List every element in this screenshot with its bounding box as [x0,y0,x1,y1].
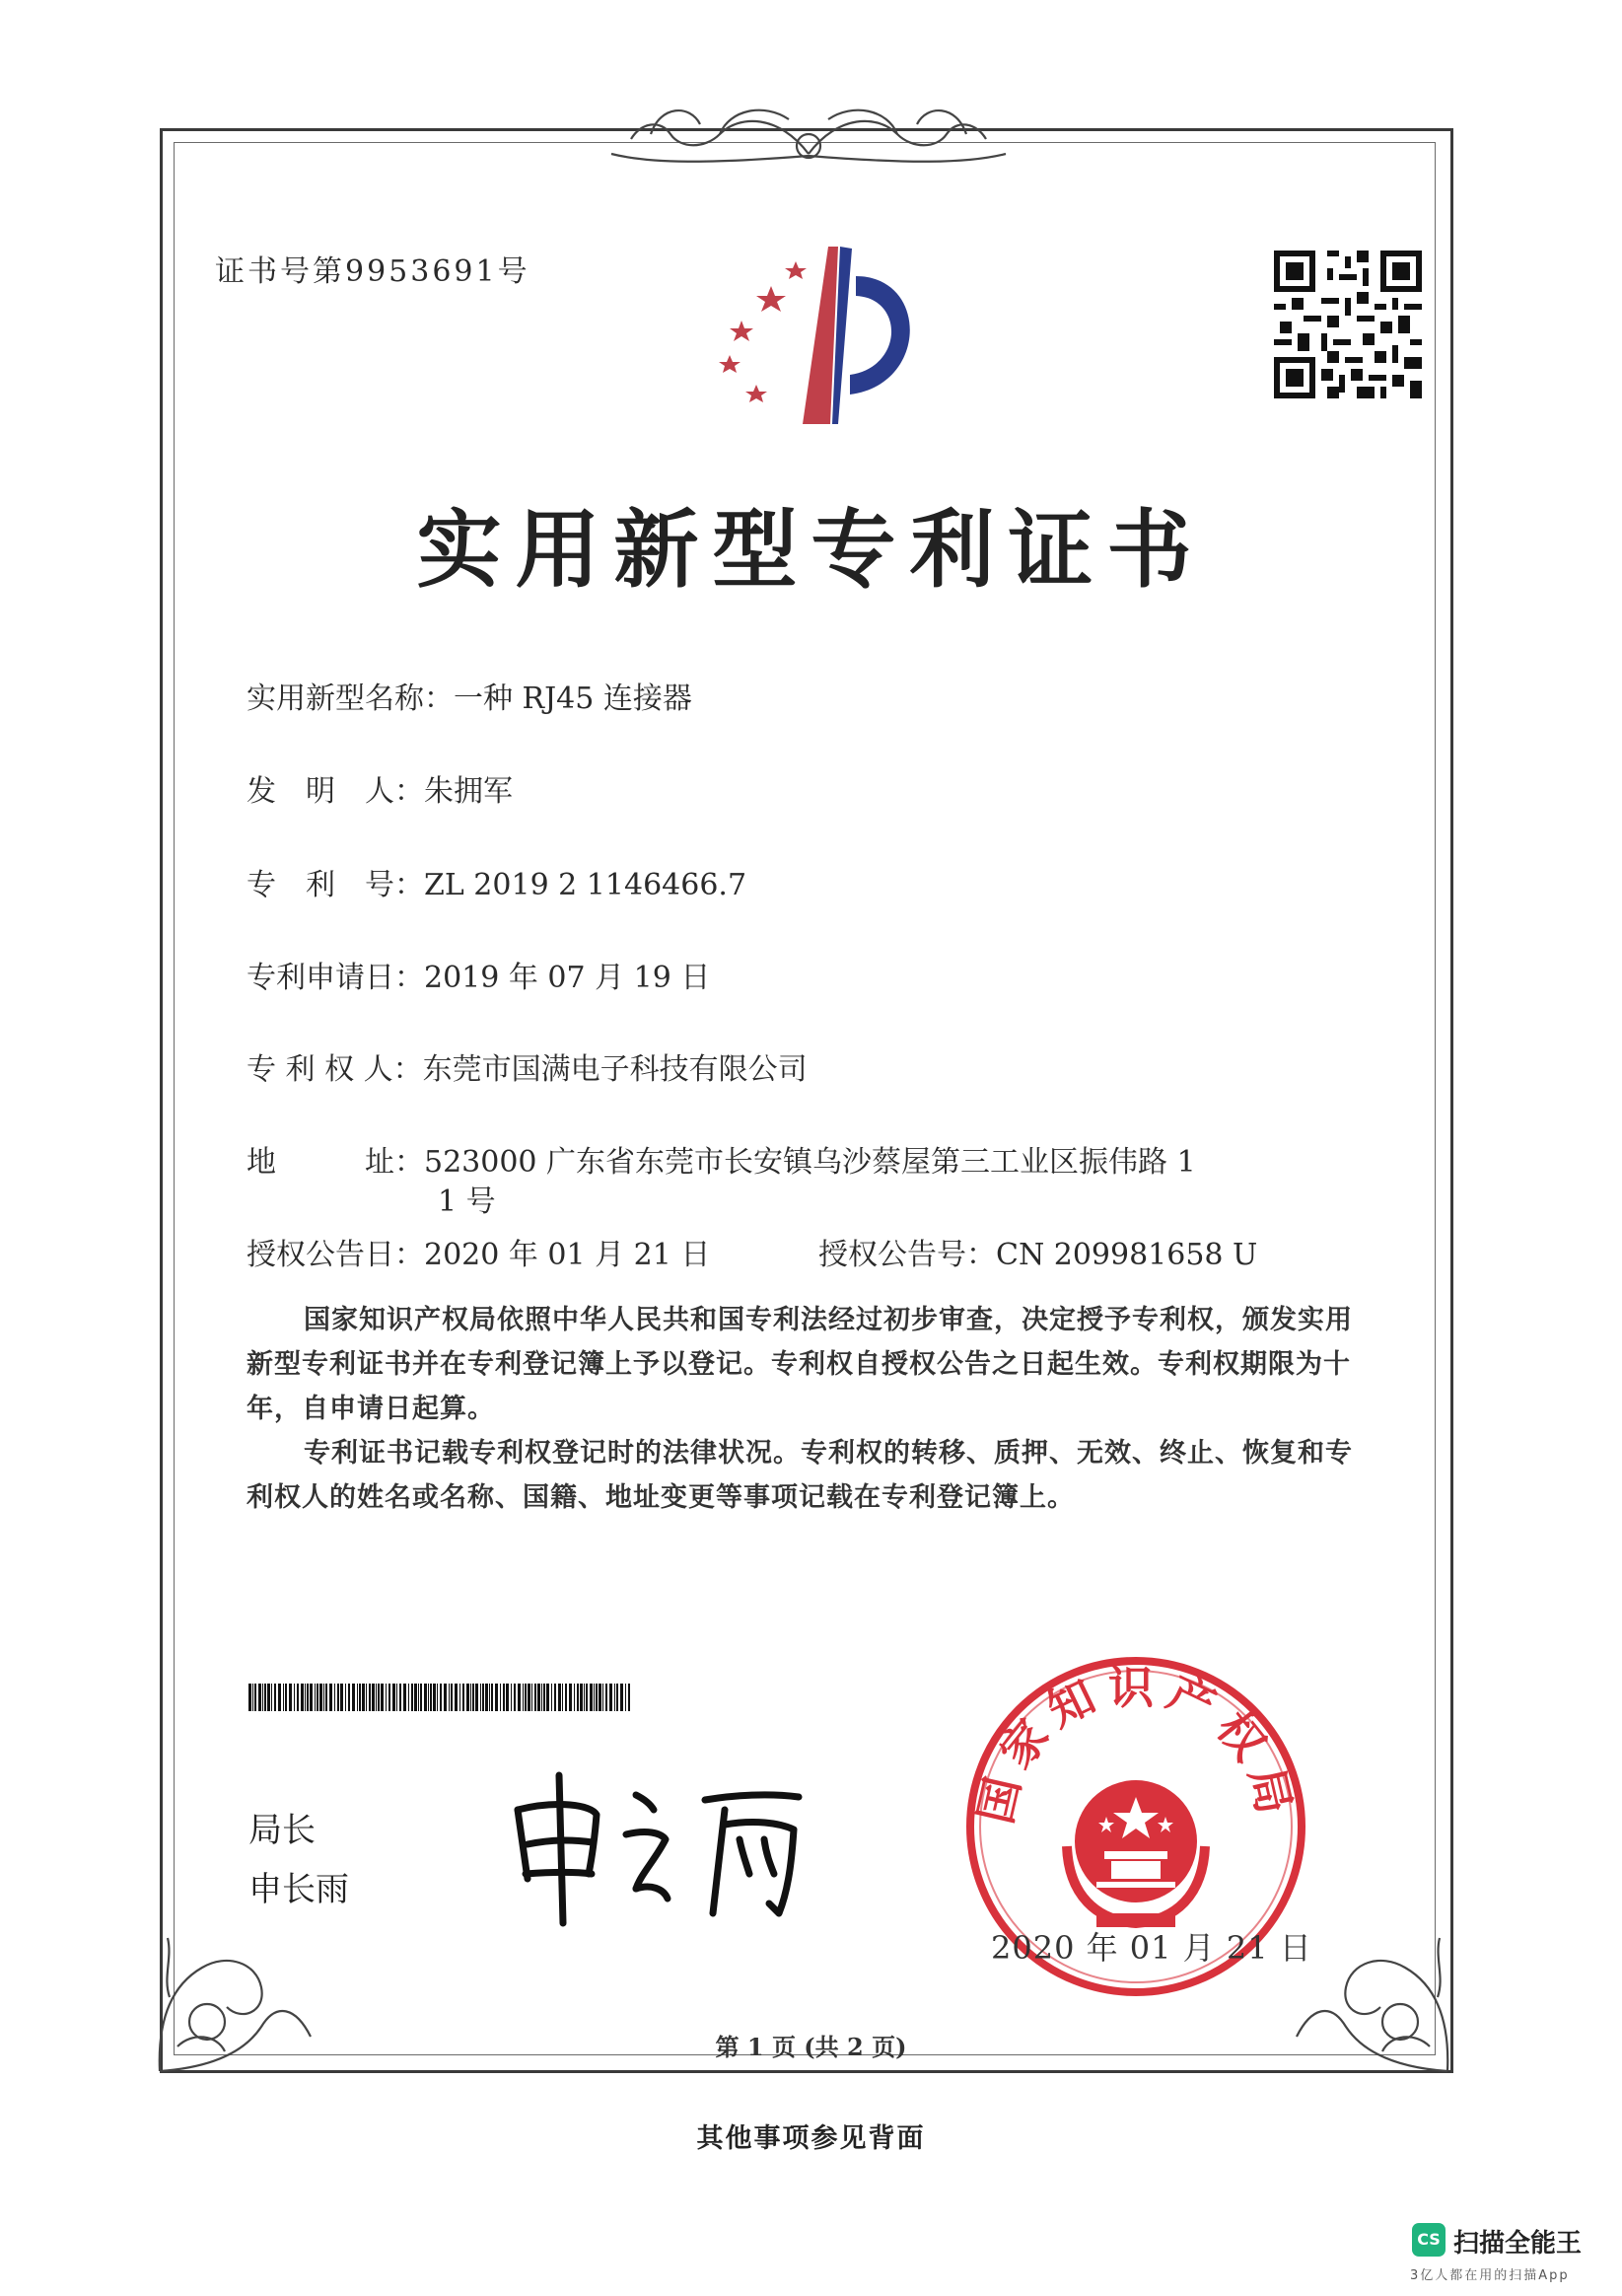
field-announce-number [818,1230,1257,1273]
field-address-line2: 1 号 [438,1184,496,1219]
back-side-note: 其他事项参见背面 [696,2123,926,2154]
field-patentee [247,1044,808,1088]
field-label: 授权公告号： [818,1238,996,1272]
field-value: CN 209981658 U [996,1238,1258,1272]
paragraph-line: 新型专利证书并在专利登记簿上予以登记。专利权自授权公告之日起生效。专利权期限为十 [247,1349,1351,1380]
barcode-icon [248,1684,633,1711]
field-label: 专利申请日： [247,961,424,995]
scanner-watermark [1410,2219,1607,2293]
field-value: 523000 广东省东莞市长安镇乌沙蔡屋第三工业区振伟路 1 [424,1145,1196,1180]
field-label: 授权公告日： [247,1238,424,1272]
field-label: 专 利 号： [247,868,424,902]
scanner-slogan: 3亿人都在用的扫描App [1410,2268,1570,2283]
field-value: 朱拥军 [424,774,513,809]
field-value: ZL 2019 2 1146466.7 [424,868,747,902]
field-inventor [247,766,513,810]
field-filing-date [247,953,710,996]
scanner-app-name: 扫描全能王 [1453,2229,1583,2259]
qr-code-icon [1274,251,1422,398]
top-ornament-icon [592,95,1025,174]
field-value: 2020 年 01 月 21 日 [424,1238,711,1272]
field-value: 东莞市国满电子科技有限公司 [422,1052,808,1087]
field-label: 实用新型名称： [247,682,454,716]
field-value: 2019 年 07 月 19 日 [424,961,711,995]
director-title: 局长 [248,1811,316,1850]
paragraph-line: 利权人的姓名或名称、国籍、地址变更等事项记载在专利登记簿上。 [247,1482,1075,1513]
field-label: 专 利 权 人： [247,1052,423,1087]
field-patent-number [247,860,746,903]
field-label: 发 明 人： [247,774,424,809]
handwritten-signature-icon [498,1765,823,1928]
field-utility-model-name [247,674,692,717]
paragraph-line: 年，自申请日起算。 [247,1394,495,1424]
paragraph-line: 专利证书记载专利权登记时的法律状况。专利权的转移、质押、无效、终止、恢复和专 [304,1438,1353,1469]
body-paragraph-1 [247,1298,1390,1431]
body-paragraph-2 [247,1431,1390,1520]
svg-text:国家知识产权局: 国家知识产权局 [967,1661,1305,1829]
field-value: 一种 RJ45 连接器 [454,682,692,716]
certificate-number: 证书号第9953691号 [215,254,530,289]
certificate-title: 实用新型专利证书 [416,500,1206,600]
paragraph-line: 国家知识产权局依照中华人民共和国专利法经过初步审查，决定授予专利权，颁发实用 [304,1305,1353,1335]
field-label: 地 址： [247,1145,424,1180]
scanner-logo-icon: CS [1412,2223,1446,2257]
director-name: 申长雨 [248,1870,349,1909]
page-number: 第 1 页 (共 2 页) [715,2033,907,2061]
cnipa-logo-icon [712,237,939,426]
field-address [247,1137,1196,1181]
seal-date: 2020 年 01 月 21 日 [991,1929,1312,1967]
field-announce-date [247,1230,710,1273]
